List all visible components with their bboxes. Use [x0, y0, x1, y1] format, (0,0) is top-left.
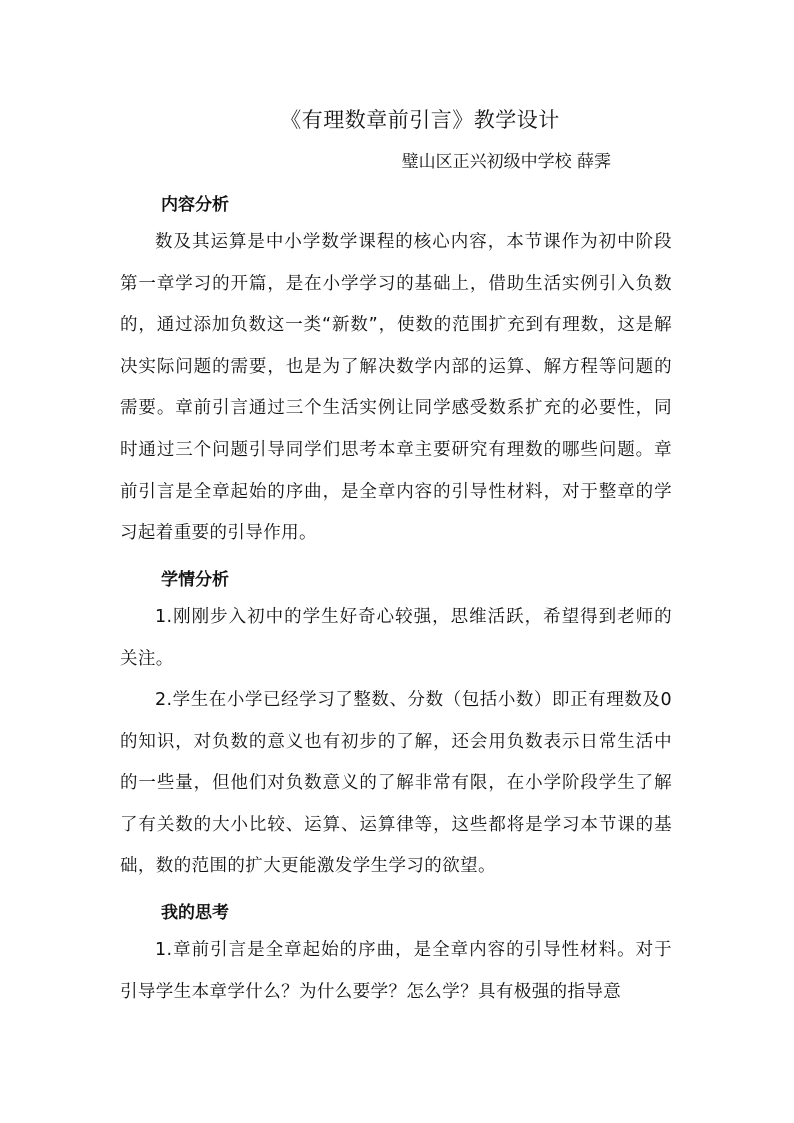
paragraph-student-analysis-2: 2.学生在小学已经学习了整数、分数（包括小数）即正有理数及0的知识，对负数的意义也有初步的了解，还会用负数表示日常生活中的一些量，但他们对负数意义的了解非常有限，在小学阶段学生了解了有关数的大小比较、运算、运算律等，这些都将是学习本节课的基础，数的范围的扩大更能激发学生学习的欲望。 [120, 690, 672, 877]
paragraph-my-thoughts-1: 1.章前引言是全章起始的序曲，是全章内容的引导性材料。对于引导学生本章学什么？为什么要学？怎么学？具有极强的指导意 [120, 940, 672, 1002]
section-heading-content-analysis: 内容分析 [161, 195, 229, 215]
document-title: 《有理数章前引言》教学设计 [280, 108, 560, 132]
section-heading-student-analysis: 学情分析 [161, 570, 229, 590]
section-heading-my-thoughts: 我的思考 [161, 903, 229, 923]
author-line: 璧山区正兴初级中学校 薛霁 [401, 152, 611, 172]
paragraph-student-analysis-1: 1.刚刚步入初中的学生好奇心较强，思维活跃，希望得到老师的关注。 [120, 607, 672, 669]
paragraph-content-analysis: 数及其运算是中小学数学课程的核心内容，本节课作为初中阶段第一章学习的开篇，是在小学学习的基础上，借助生活实例引入负数的，通过添加负数这一类“新数”，使数的范围扩充到有理数，这是解决实际问题的需要，也是为了解决数学内部的运算、解方程等问题的需要。章前引言通过三个生活实例让同学感受数系扩充的必要性，同时通过三个问题引导同学们思考本章主要研究有理数的哪些问题。章前引言是全章起始的序曲，是全章内容的引导性材料，对于整章的学习起着重要的引导作用。 [120, 232, 672, 544]
